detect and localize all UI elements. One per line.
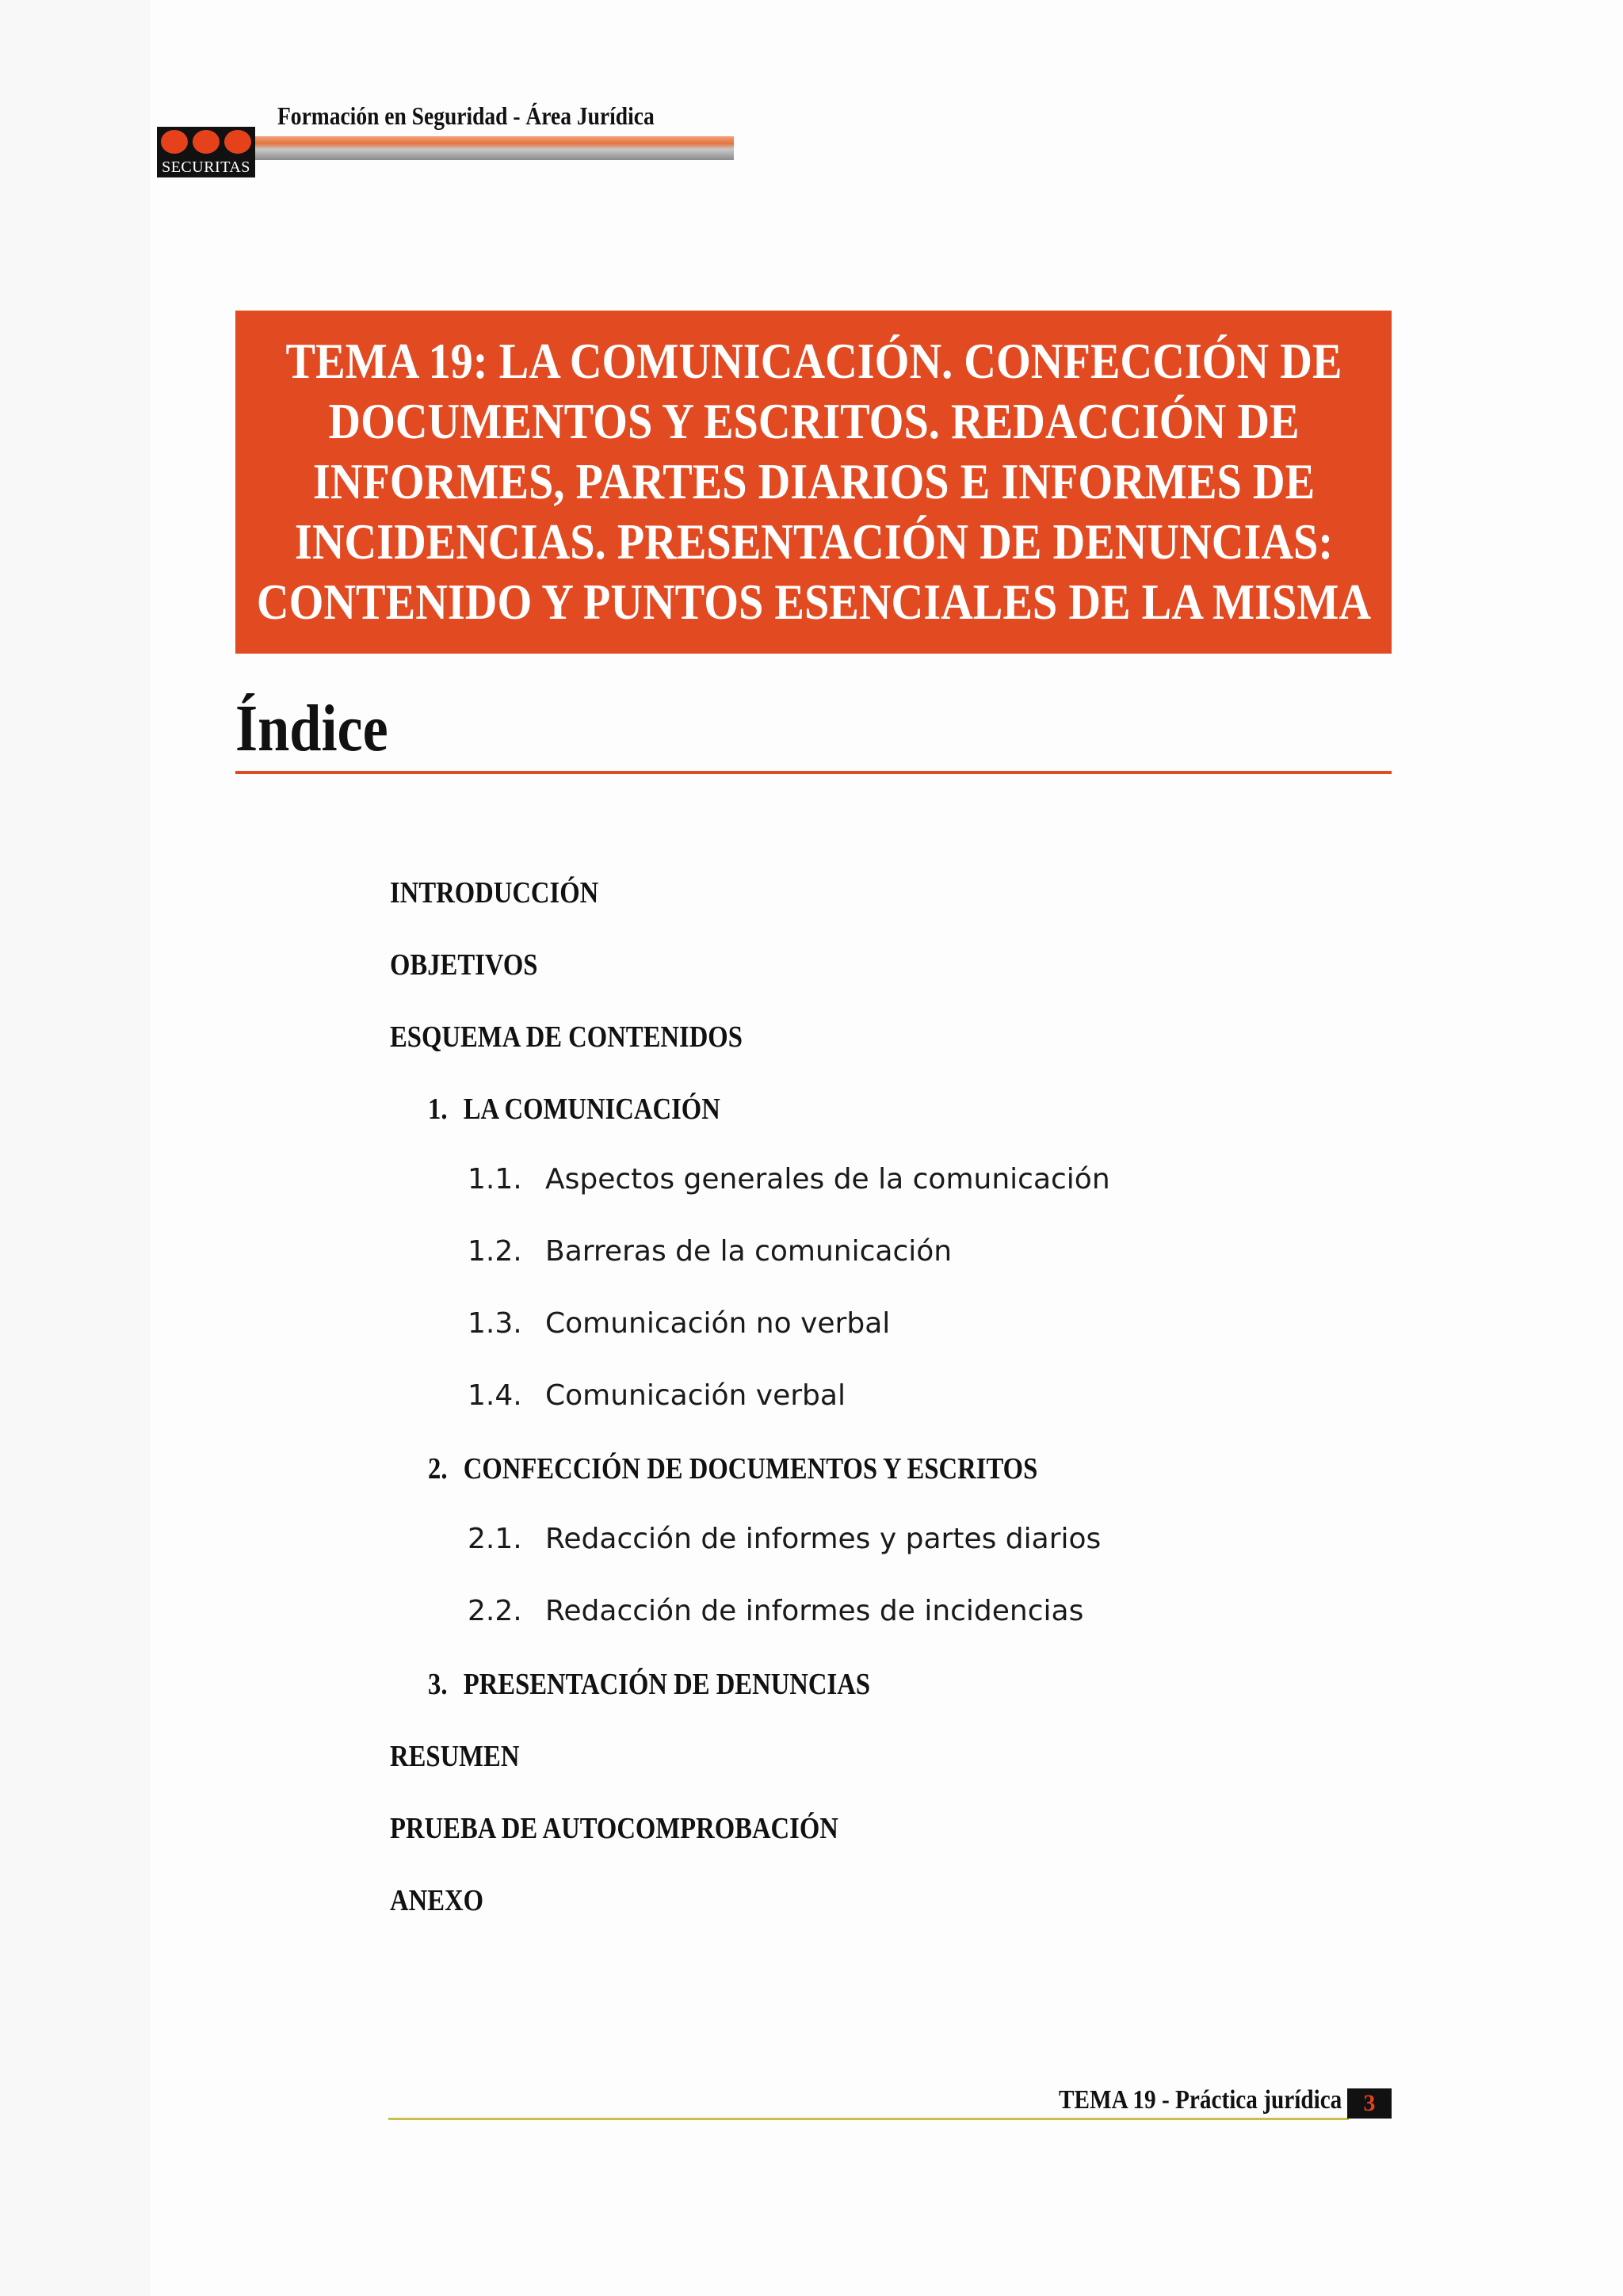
- toc-label: PRESENTACIÓN DE DENUNCIAS: [463, 1668, 871, 1701]
- toc-number: 2.1.: [468, 1523, 522, 1555]
- toc-item[interactable]: [390, 875, 598, 910]
- toc-item[interactable]: [428, 1451, 1037, 1486]
- toc-number: 1.1.: [468, 1163, 522, 1196]
- toc-item[interactable]: [468, 1163, 1110, 1196]
- footer-text: TEMA 19 - Práctica jurídica: [1059, 2085, 1342, 2115]
- header-title: Formación en Seguridad - Área Jurídica: [277, 101, 655, 130]
- toc-label: LA COMUNICACIÓN: [463, 1093, 720, 1126]
- toc-item[interactable]: [468, 1523, 1101, 1555]
- toc-item[interactable]: [428, 1092, 720, 1127]
- toc-label: INTRODUCCIÓN: [390, 876, 599, 910]
- toc-label: Comunicación no verbal: [545, 1307, 891, 1340]
- index-divider: [235, 771, 1392, 774]
- logo-dot: [224, 130, 251, 154]
- toc-item[interactable]: [390, 1811, 838, 1846]
- toc-label: Comunicación verbal: [545, 1379, 846, 1412]
- toc-label: CONFECCIÓN DE DOCUMENTOS Y ESCRITOS: [463, 1452, 1038, 1486]
- toc-number: 3.: [428, 1668, 448, 1701]
- topic-title: TEMA 19: LA COMUNICACIÓN. CONFECCIÓN DE DOCUMENTOS Y ESCRITOS. REDACCIÓN DE INFORMES, PARTES DIARIOS E INFORMES DE INCIDENCIAS. PRESENTACIÓN DE DENUNCIAS: CONTENIDO Y PUNTOS ESENCIALES DE LA MISMA: [256, 333, 1371, 630]
- toc-item[interactable]: [390, 1739, 519, 1774]
- toc-label: PRUEBA DE AUTOCOMPROBACIÓN: [390, 1812, 838, 1845]
- toc-number: 1.2.: [468, 1235, 522, 1268]
- topic-title-box: [235, 311, 1392, 654]
- toc-item[interactable]: [468, 1235, 952, 1268]
- toc-item[interactable]: [468, 1379, 846, 1412]
- toc-item[interactable]: [468, 1307, 890, 1340]
- logo-dot: [161, 130, 188, 154]
- page-margin-shade: [0, 0, 151, 2296]
- securitas-logo: [157, 127, 255, 177]
- toc-number: 1.4.: [468, 1379, 522, 1412]
- toc-label: Redacción de informes de incidencias: [545, 1595, 1084, 1627]
- toc-label: Aspectos generales de la comunicación: [545, 1163, 1110, 1196]
- toc-item[interactable]: [390, 1020, 743, 1055]
- toc-item[interactable]: [428, 1667, 870, 1702]
- logo-dot: [193, 130, 220, 154]
- header-bar: [255, 136, 734, 160]
- logo-text: SECURITAS: [157, 157, 255, 177]
- logo-dots: [157, 127, 255, 157]
- toc-item[interactable]: [390, 1883, 483, 1918]
- toc-number: 2.: [428, 1452, 448, 1486]
- toc-label: Redacción de informes y partes diarios: [545, 1523, 1102, 1555]
- toc-number: 1.3.: [468, 1307, 522, 1340]
- toc-item[interactable]: [390, 948, 537, 982]
- toc-item[interactable]: [468, 1595, 1083, 1627]
- index-heading: Índice: [235, 692, 388, 765]
- toc-label: ANEXO: [390, 1884, 484, 1917]
- toc-number: 2.2.: [468, 1595, 522, 1627]
- toc-label: OBJETIVOS: [390, 948, 538, 982]
- toc-label: ESQUEMA DE CONTENIDOS: [390, 1020, 743, 1054]
- toc-label: Barreras de la comunicación: [545, 1235, 953, 1268]
- page-number: 3: [1347, 2088, 1392, 2119]
- footer-rule: [388, 2118, 1349, 2120]
- toc-label: RESUMEN: [390, 1740, 520, 1773]
- toc-number: 1.: [428, 1093, 448, 1126]
